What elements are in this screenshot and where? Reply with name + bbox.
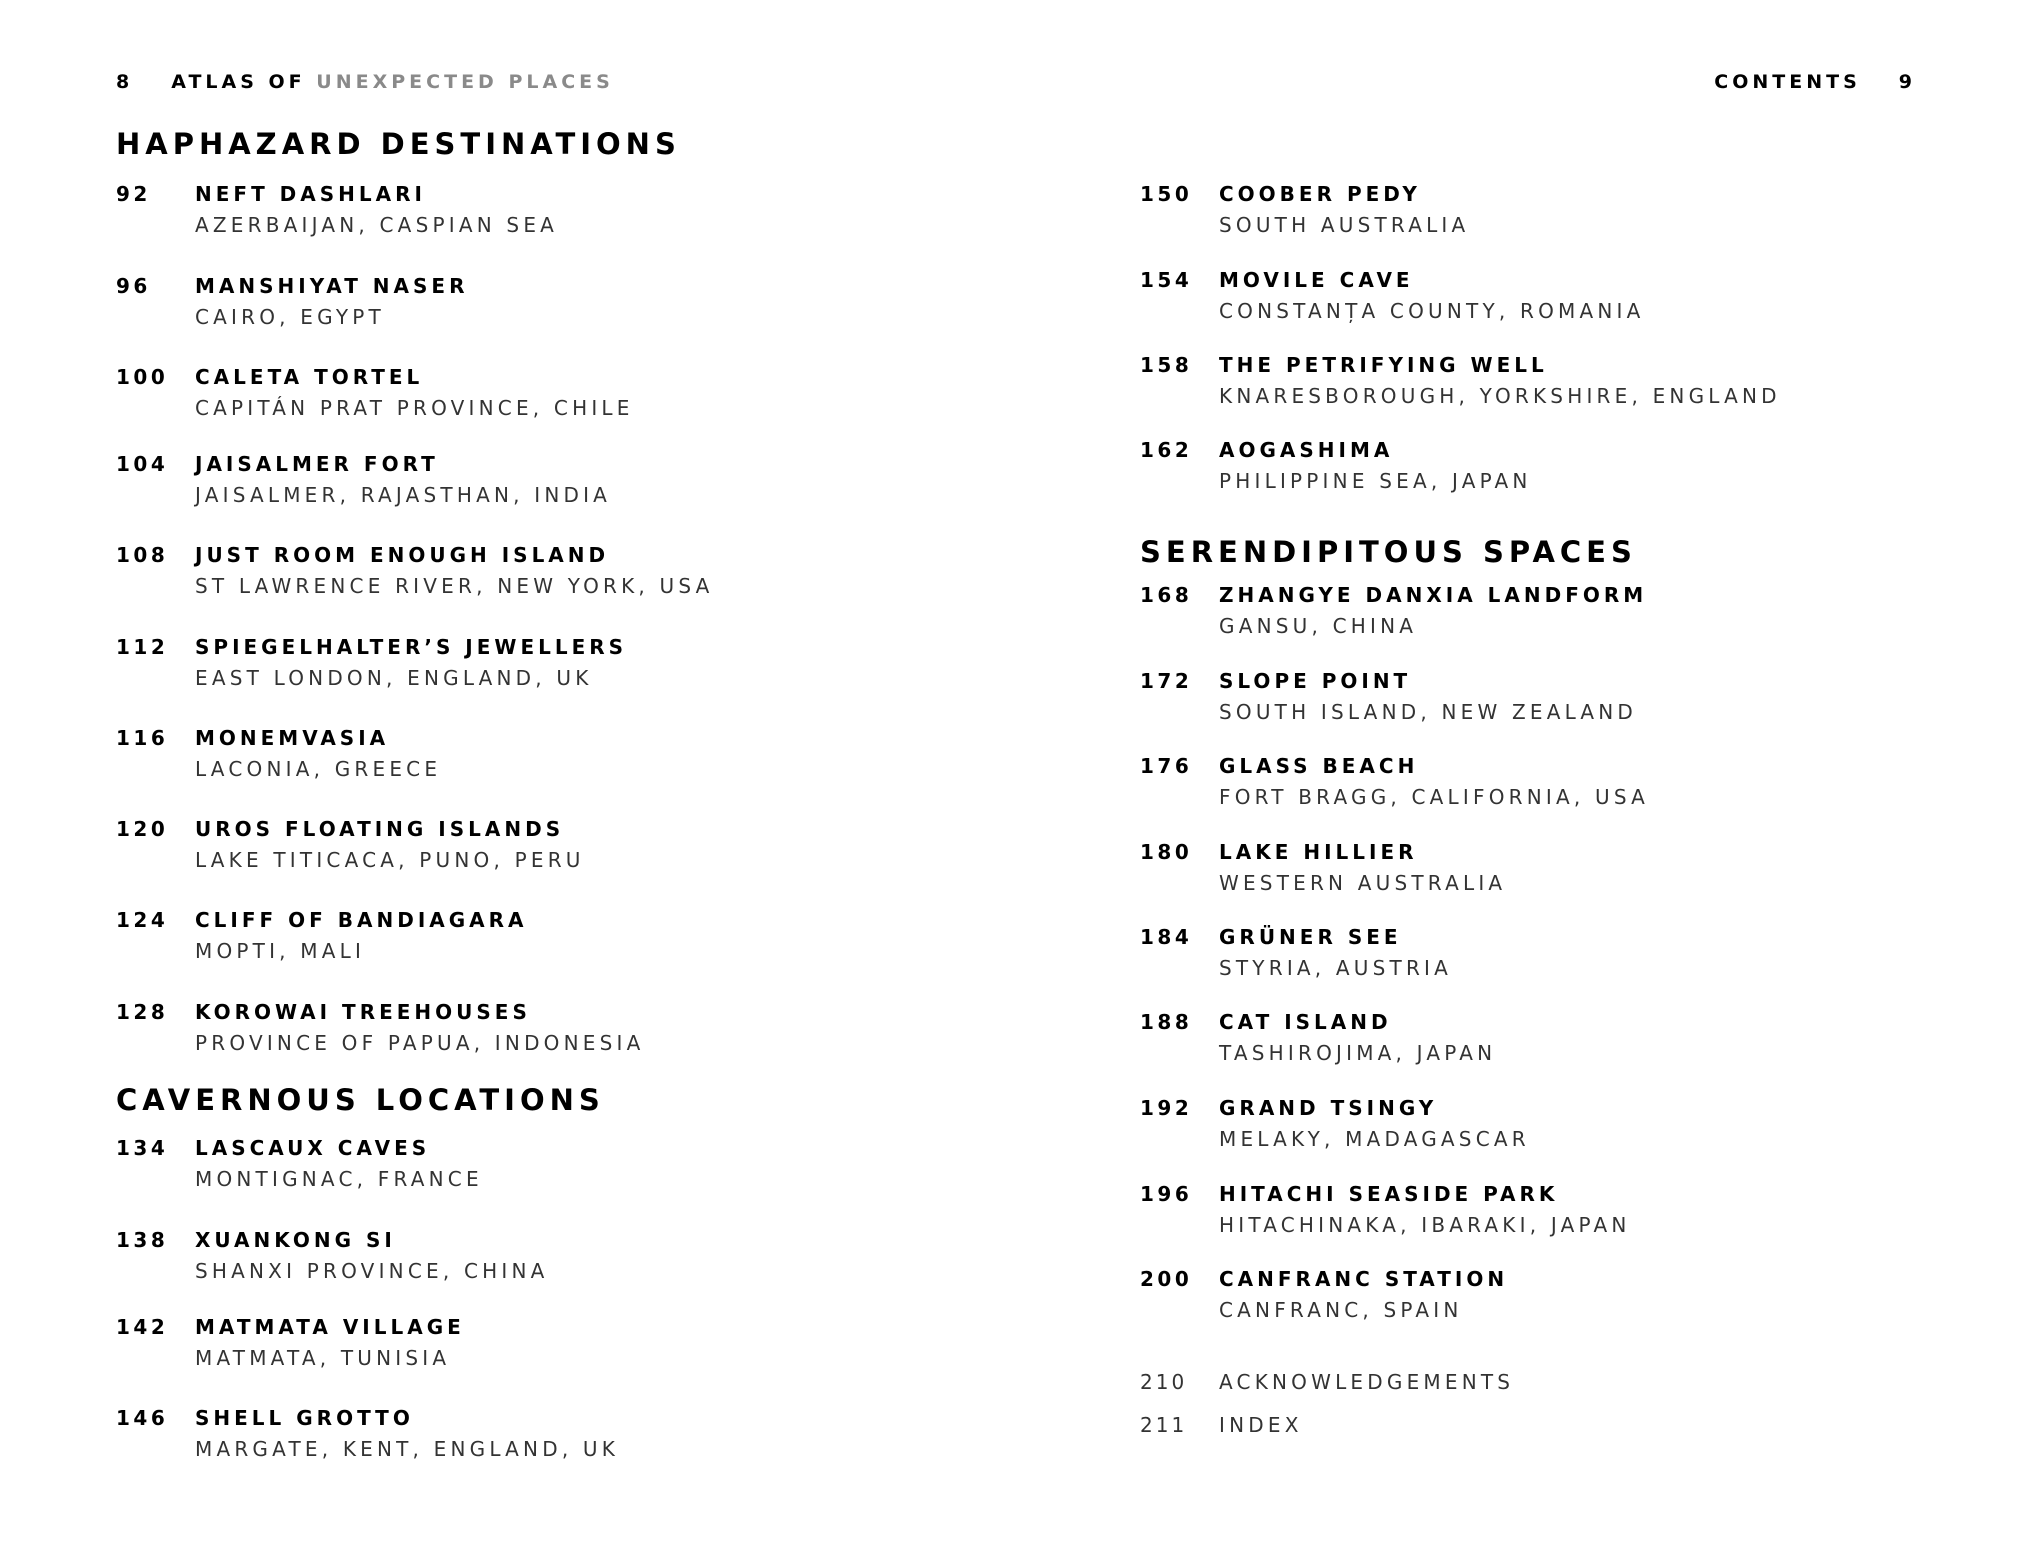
toc-location: WESTERN AUSTRALIA — [1219, 871, 1507, 895]
toc-entry[interactable] — [116, 633, 976, 697]
right-page — [1016, 0, 2032, 1561]
toc-back-matter-name: INDEX — [1219, 1413, 1303, 1437]
toc-entry[interactable] — [1140, 351, 2000, 415]
toc-page-number: 112 — [116, 635, 169, 659]
toc-entry[interactable] — [116, 180, 976, 244]
toc-entry[interactable] — [116, 450, 976, 514]
toc-page-number: 104 — [116, 452, 169, 476]
toc-page-number: 211 — [1140, 1413, 1188, 1437]
toc-back-matter-entry[interactable] — [1140, 1368, 2000, 1398]
toc-entry[interactable] — [1140, 838, 2000, 902]
toc-entry[interactable] — [1140, 667, 2000, 731]
toc-location: SOUTH ISLAND, NEW ZEALAND — [1219, 700, 1638, 724]
toc-location: MARGATE, KENT, ENGLAND, UK — [195, 1437, 620, 1461]
toc-page-number: 138 — [116, 1228, 169, 1252]
toc-page-number: 96 — [116, 274, 151, 298]
toc-back-matter-entry[interactable] — [1140, 1411, 2000, 1441]
toc-place-name: AOGASHIMA — [1219, 438, 1394, 462]
right-folio: 9 — [1898, 71, 1916, 93]
toc-page-number: 116 — [116, 726, 169, 750]
toc-page-number: 128 — [116, 1000, 169, 1024]
toc-entry[interactable] — [1140, 1180, 2000, 1244]
toc-page-number: 124 — [116, 908, 169, 932]
toc-entry[interactable] — [1140, 923, 2000, 987]
toc-page-number: 188 — [1140, 1010, 1193, 1034]
section-title-serendipitous: SERENDIPITOUS SPACES — [1140, 535, 1637, 569]
toc-page-number: 100 — [116, 365, 169, 389]
toc-entry[interactable] — [116, 541, 976, 605]
toc-location: LAKE TITICACA, PUNO, PERU — [195, 848, 585, 872]
toc-place-name: KOROWAI TREEHOUSES — [195, 1000, 531, 1024]
toc-location: EAST LONDON, ENGLAND, UK — [195, 666, 593, 690]
toc-location: ST LAWRENCE RIVER, NEW YORK, USA — [195, 574, 714, 598]
toc-entry[interactable] — [116, 1313, 976, 1377]
toc-location: LACONIA, GREECE — [195, 757, 442, 781]
toc-place-name: LASCAUX CAVES — [195, 1136, 431, 1160]
toc-entry[interactable] — [1140, 1265, 2000, 1329]
toc-place-name: MANSHIYAT NASER — [195, 274, 469, 298]
toc-page-number: 134 — [116, 1136, 169, 1160]
toc-page-number: 192 — [1140, 1096, 1193, 1120]
toc-entry[interactable] — [116, 998, 976, 1062]
book-title-part1: ATLAS OF — [171, 71, 306, 93]
toc-place-name: GRÜNER SEE — [1219, 925, 1402, 949]
toc-page-number: 142 — [116, 1315, 169, 1339]
toc-place-name: HITACHI SEASIDE PARK — [1219, 1182, 1559, 1206]
toc-entry[interactable] — [116, 815, 976, 879]
toc-location: HITACHINAKA, IBARAKI, JAPAN — [1219, 1213, 1631, 1237]
toc-location: CAIRO, EGYPT — [195, 305, 385, 329]
toc-page-number: 146 — [116, 1406, 169, 1430]
toc-page-number: 154 — [1140, 268, 1193, 292]
toc-place-name: GRAND TSINGY — [1219, 1096, 1438, 1120]
toc-entry[interactable] — [1140, 266, 2000, 330]
toc-page-number: 162 — [1140, 438, 1193, 462]
toc-location: SHANXI PROVINCE, CHINA — [195, 1259, 549, 1283]
toc-entry[interactable] — [1140, 180, 2000, 244]
book-title-part3: PLACES — [508, 71, 614, 93]
toc-back-matter-name: ACKNOWLEDGEMENTS — [1219, 1370, 1515, 1394]
toc-place-name: LAKE HILLIER — [1219, 840, 1418, 864]
toc-location: FORT BRAGG, CALIFORNIA, USA — [1219, 785, 1649, 809]
toc-place-name: JAISALMER FORT — [195, 452, 439, 476]
toc-page-number: 150 — [1140, 182, 1193, 206]
toc-page-number: 158 — [1140, 353, 1193, 377]
toc-entry[interactable] — [1140, 1094, 2000, 1158]
toc-location: PROVINCE OF PAPUA, INDONESIA — [195, 1031, 645, 1055]
toc-entry[interactable] — [116, 724, 976, 788]
toc-location: CAPITÁN PRAT PROVINCE, CHILE — [195, 396, 634, 420]
toc-page-number: 172 — [1140, 669, 1193, 693]
toc-location: SOUTH AUSTRALIA — [1219, 213, 1470, 237]
toc-entry[interactable] — [1140, 1008, 2000, 1072]
section-title-haphazard: HAPHAZARD DESTINATIONS — [116, 127, 681, 161]
book-title-part2: UNEXPECTED — [316, 71, 498, 93]
toc-entry[interactable] — [1140, 752, 2000, 816]
toc-place-name: SPIEGELHALTER’S JEWELLERS — [195, 635, 628, 659]
toc-page-number: 108 — [116, 543, 169, 567]
toc-location: PHILIPPINE SEA, JAPAN — [1219, 469, 1532, 493]
left-running-head — [116, 70, 614, 94]
toc-place-name: CALETA TORTEL — [195, 365, 424, 389]
toc-entry[interactable] — [116, 363, 976, 427]
toc-entry[interactable] — [116, 1226, 976, 1290]
toc-location: MONTIGNAC, FRANCE — [195, 1167, 483, 1191]
toc-location: KNARESBOROUGH, YORKSHIRE, ENGLAND — [1219, 384, 1781, 408]
toc-place-name: MATMATA VILLAGE — [195, 1315, 465, 1339]
toc-place-name: XUANKONG SI — [195, 1228, 396, 1252]
left-folio: 8 — [116, 71, 134, 93]
toc-place-name: CANFRANC STATION — [1219, 1267, 1509, 1291]
right-running-head — [1714, 70, 1916, 94]
toc-location: TASHIROJIMA, JAPAN — [1219, 1041, 1497, 1065]
toc-page-number: 92 — [116, 182, 151, 206]
toc-place-name: JUST ROOM ENOUGH ISLAND — [195, 543, 610, 567]
toc-place-name: SHELL GROTTO — [195, 1406, 414, 1430]
toc-place-name: MOVILE CAVE — [1219, 268, 1414, 292]
toc-location: JAISALMER, RAJASTHAN, INDIA — [195, 483, 612, 507]
toc-page-number: 168 — [1140, 583, 1193, 607]
toc-place-name: GLASS BEACH — [1219, 754, 1419, 778]
toc-page-number: 180 — [1140, 840, 1193, 864]
toc-location: CANFRANC, SPAIN — [1219, 1298, 1463, 1322]
toc-entry[interactable] — [116, 272, 976, 336]
toc-place-name: MONEMVASIA — [195, 726, 390, 750]
toc-page-number: 210 — [1140, 1370, 1188, 1394]
toc-location: GANSU, CHINA — [1219, 614, 1418, 638]
toc-location: MELAKY, MADAGASCAR — [1219, 1127, 1530, 1151]
toc-entry[interactable] — [116, 1404, 976, 1468]
toc-entry[interactable] — [116, 906, 976, 970]
toc-entry[interactable] — [1140, 581, 2000, 645]
toc-place-name: ZHANGYE DANXIA LANDFORM — [1219, 583, 1648, 607]
toc-location: MATMATA, TUNISIA — [195, 1346, 451, 1370]
toc-place-name: CAT ISLAND — [1219, 1010, 1392, 1034]
running-title: CONTENTS — [1714, 71, 1861, 93]
toc-page-number: 120 — [116, 817, 169, 841]
toc-entry[interactable] — [116, 1134, 976, 1198]
toc-place-name: THE PETRIFYING WELL — [1219, 353, 1548, 377]
toc-page-number: 184 — [1140, 925, 1193, 949]
toc-place-name: SLOPE POINT — [1219, 669, 1412, 693]
section-title-cavernous: CAVERNOUS LOCATIONS — [116, 1083, 605, 1117]
toc-place-name: UROS FLOATING ISLANDS — [195, 817, 565, 841]
toc-location: AZERBAIJAN, CASPIAN SEA — [195, 213, 559, 237]
toc-location: MOPTI, MALI — [195, 939, 366, 963]
toc-place-name: NEFT DASHLARI — [195, 182, 426, 206]
toc-location: STYRIA, AUSTRIA — [1219, 956, 1453, 980]
toc-entry[interactable] — [1140, 436, 2000, 500]
toc-page-number: 200 — [1140, 1267, 1193, 1291]
toc-place-name: COOBER PEDY — [1219, 182, 1421, 206]
toc-page-number: 176 — [1140, 754, 1193, 778]
toc-place-name: CLIFF OF BANDIAGARA — [195, 908, 528, 932]
toc-location: CONSTANȚA COUNTY, ROMANIA — [1219, 299, 1645, 323]
toc-page-number: 196 — [1140, 1182, 1193, 1206]
